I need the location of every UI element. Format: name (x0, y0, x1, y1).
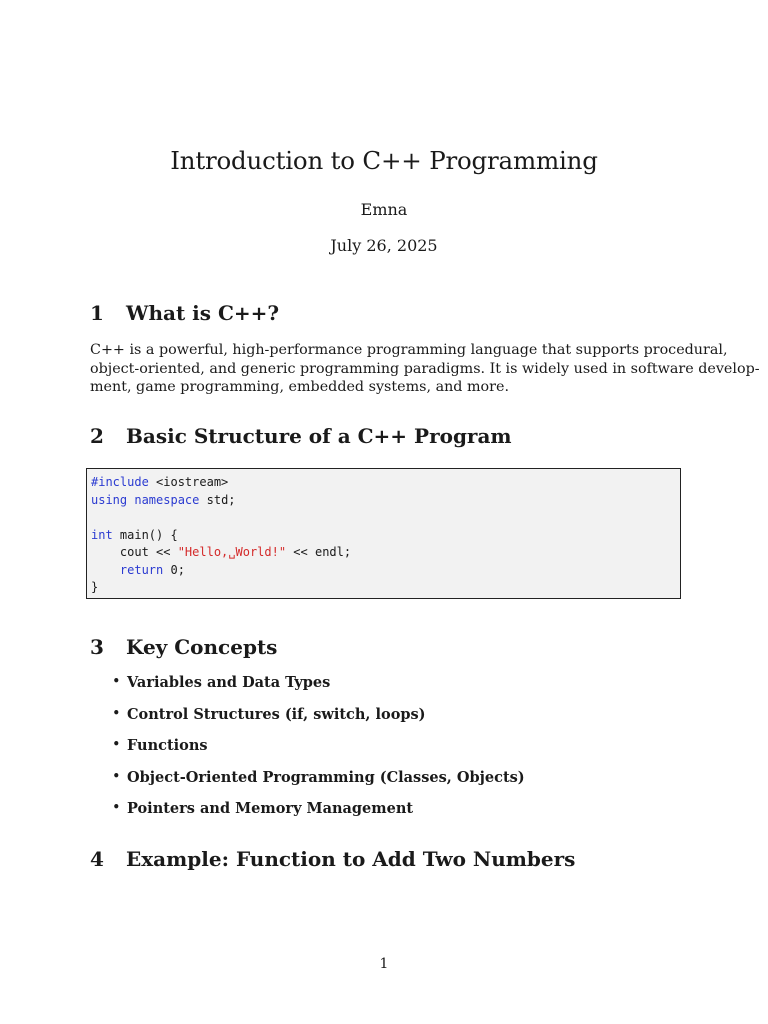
document-author: Emna (360, 200, 408, 219)
list-item-text: Control Structures (if, switch, loops) (127, 705, 426, 723)
section-number: 3 (90, 635, 104, 659)
code-string: "Hello,␣World!" (177, 545, 287, 559)
section-title: Key Concepts (126, 635, 278, 659)
section-title: Basic Structure of a C++ Program (126, 424, 512, 448)
code-text: 0; (163, 562, 185, 577)
list-item (112, 800, 525, 832)
code-line (91, 579, 680, 597)
list-item-text: Object-Oriented Programming (Classes, Objects) (127, 768, 525, 786)
section-heading-what-is-cpp (90, 301, 279, 325)
code-keyword: namespace (134, 492, 200, 507)
code-listing (86, 468, 681, 599)
code-line (91, 544, 680, 562)
code-text: << endl; (286, 545, 352, 559)
list-item (112, 674, 525, 706)
code-text: cout << (91, 545, 178, 559)
list-item (112, 706, 525, 738)
code-keyword: using (91, 492, 128, 507)
document-title: Introduction to C++ Programming (170, 146, 598, 175)
key-concepts-list (112, 674, 525, 832)
code-keyword: #include (91, 475, 149, 489)
bullet-icon: • (112, 674, 121, 690)
section-heading-key-concepts (90, 635, 277, 659)
section-title: Example: Function to Add Two Numbers (126, 847, 576, 871)
code-keyword: int (91, 527, 113, 542)
section-heading-example-add (90, 847, 575, 871)
bullet-icon: • (112, 737, 121, 753)
section-title: What is C++? (126, 301, 280, 325)
code-text: main() { (112, 527, 178, 542)
list-item-text: Variables and Data Types (127, 674, 331, 691)
code-text: <iostream> (148, 475, 229, 489)
list-item (112, 769, 525, 801)
document-date: July 26, 2025 (330, 236, 438, 255)
code-line-blank (91, 509, 680, 527)
bullet-icon: • (112, 800, 121, 816)
bullet-icon: • (112, 705, 121, 722)
code-text: std; (199, 492, 236, 507)
list-item-text: Functions (127, 737, 208, 754)
code-line (91, 474, 680, 492)
code-text: } (91, 580, 99, 594)
paragraph-line: object-oriented, and generic programming paradigms. It is widely used in software develop- (90, 360, 760, 377)
section-heading-basic-structure (90, 424, 512, 448)
section-number: 1 (90, 301, 104, 325)
intro-paragraph (90, 341, 760, 397)
page-number: 1 (379, 956, 389, 972)
paragraph-line: C++ is a powerful, high-performance programming language that supports procedural, (90, 342, 728, 358)
code-line (91, 527, 680, 545)
list-item-text: Pointers and Memory Management (127, 800, 414, 817)
code-line (91, 492, 680, 510)
section-number: 4 (90, 847, 104, 871)
section-number: 2 (90, 424, 104, 448)
code-keyword: return (119, 562, 164, 577)
bullet-icon: • (112, 768, 121, 785)
code-line (91, 562, 680, 580)
list-item (112, 737, 525, 769)
paragraph-line: ment, game programming, embedded systems, and more. (90, 379, 510, 395)
